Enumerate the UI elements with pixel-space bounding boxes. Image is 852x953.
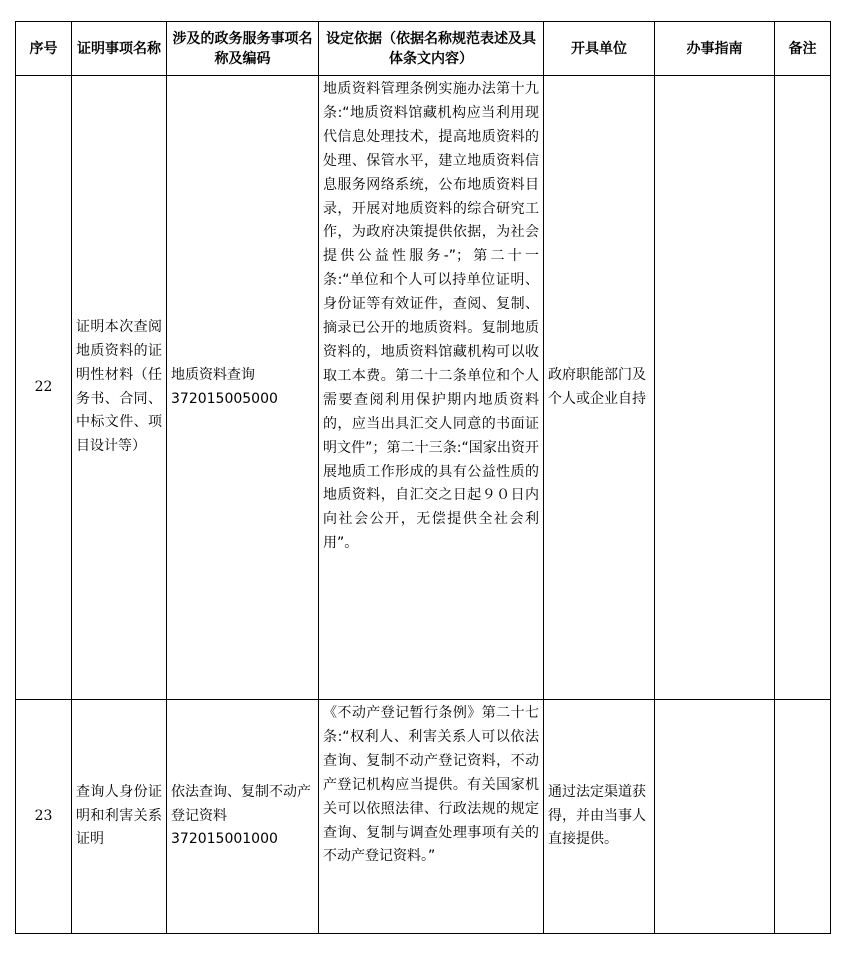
row-item-name: 证明本次查阅地质资料的证明性材料（任务书、合同、中标文件、项目设计等）	[72, 76, 167, 700]
row-issuer: 政府职能部门及个人或企业自持	[544, 76, 655, 700]
row-basis: 地质资料管理条例实施办法第十九条:“地质资料馆藏机构应当利用现代信息处理技术，提高地质资料的处理、保管水平，建立地质资料信息服务网络系统，公布地质资料目录，开展对地质资料的综合研究工作，为政府决策提供依据，为社会提供公益性服务-”；第二十一条:“单位和个人可以持单位证明、身份证等有效证件，查阅、复制、摘录已公开的地质资料。复制地质资料的，地质资料馆藏机构可以收取工本费。第二十二条单位和个人需要查阅利用保护期内地质资料的，应当出具汇交人同意的书面证明文件”；第二十三条:“国家出资开展地质工作形成的具有公益性质的地质资料，自汇交之日起９０日内向社会公开，无偿提供全社会利用”。	[319, 76, 544, 700]
table-header-row	[16, 22, 831, 76]
row-note	[775, 76, 831, 700]
row-guide	[655, 76, 775, 700]
table-row	[16, 700, 831, 934]
header-issuer: 开具单位	[544, 22, 655, 76]
header-name: 证明事项名称	[72, 22, 167, 76]
table-row	[16, 76, 831, 700]
row-service	[167, 700, 319, 934]
evidence-items-table	[15, 21, 831, 934]
service-name: 地质资料查询	[171, 366, 255, 383]
service-name: 依法查询、复制不动产登记资料	[171, 783, 311, 824]
header-seq: 序号	[16, 22, 72, 76]
service-code: 372015001000	[171, 831, 278, 848]
row-guide	[655, 700, 775, 934]
row-issuer: 通过法定渠道获得，并由当事人直接提供。	[544, 700, 655, 934]
row-note	[775, 700, 831, 934]
row-seq: 22	[16, 76, 72, 700]
row-seq: 23	[16, 700, 72, 934]
header-basis: 设定依据（依据名称规范表述及具体条文内容）	[319, 22, 544, 76]
row-item-name: 查询人身份证明和利害关系证明	[72, 700, 167, 934]
row-basis: 《不动产登记暂行条例》第二十七条:“权利人、利害关系人可以依法查询、复制不动产登记资料，不动产登记机构应当提供。有关国家机关可以依照法律、行政法规的规定查询、复制与调查处理事项有关的不动产登记资料。”	[319, 700, 544, 934]
row-service	[167, 76, 319, 700]
service-code: 372015005000	[171, 390, 278, 407]
header-note: 备注	[775, 22, 831, 76]
header-guide: 办事指南	[655, 22, 775, 76]
header-service: 涉及的政务服务事项名称及编码	[167, 22, 319, 76]
